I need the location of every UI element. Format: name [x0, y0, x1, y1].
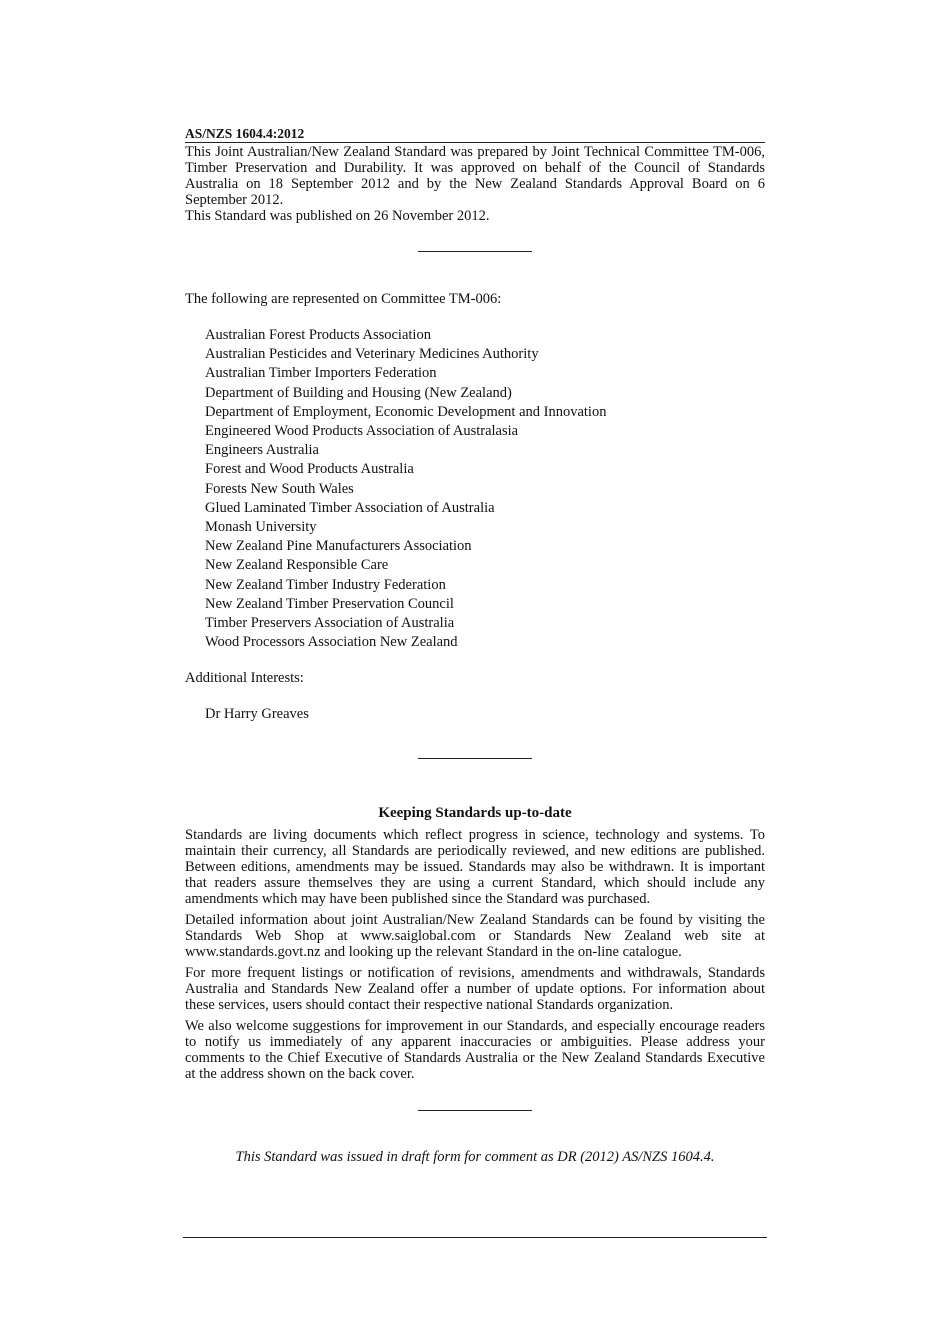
list-item: Timber Preservers Association of Australia [205, 615, 455, 632]
list-item: Australian Pesticides and Veterinary Medicines Authority [205, 346, 539, 363]
list-item: Glued Laminated Timber Association of Australia [205, 499, 495, 516]
list-item: Wood Processors Association New Zealand [205, 634, 458, 651]
section-divider [418, 1110, 532, 1111]
keeping-standards-title: Keeping Standards up-to-date [378, 805, 572, 822]
list-item: New Zealand Timber Preservation Council [205, 595, 454, 612]
list-item: Monash University [205, 519, 317, 536]
standard-number: AS/NZS 1604.4:2012 [185, 126, 765, 143]
approval-paragraph: This Joint Australian/New Zealand Standard was prepared by Joint Technical Committee TM-006, Timber Preservation and Durability. It was approved on behalf of the Council of Standards Australia on 18 September 2012 and by the New Zealand Standards Approval Board on 6 September 2012. [185, 144, 765, 208]
document-page [185, 126, 765, 1166]
body-paragraph: Detailed information about joint Australian/New Zealand Standards can be found by visiting the Standards Web Shop at www.saiglobal.com or Standards New Zealand web site at www.standards.govt.nz and looking up the relevant Standard in the on-line catalogue. [185, 912, 765, 961]
footer-rule [183, 1237, 767, 1238]
body-paragraph: For more frequent listings or notification of revisions, amendments and withdrawals, Standards Australia and Standards New Zealand offer a number of update options. For information about these services, users should contact their respective national Standards organization. [185, 965, 765, 1014]
section-divider [418, 758, 532, 759]
draft-note: This Standard was issued in draft form for comment as DR (2012) AS/NZS 1604.4. [235, 1149, 715, 1166]
list-item: Engineered Wood Products Association of Australasia [205, 423, 519, 440]
list-item: Department of Building and Housing (New Zealand) [205, 384, 512, 401]
list-item: New Zealand Pine Manufacturers Association [205, 538, 472, 555]
list-item: New Zealand Responsible Care [205, 557, 389, 574]
list-item: Forest and Wood Products Australia [205, 461, 414, 478]
additional-interests-list [205, 705, 765, 723]
body-paragraph: We also welcome suggestions for improvement in our Standards, and especially encourage readers to notify us immediately of any apparent inaccuracies or ambiguities. Please address your comments to the Chief Executive of Standards Australia or the New Zealand Standards Executive at the address shown on the back cover. [185, 1018, 765, 1083]
keeping-standards-body [185, 827, 765, 1082]
section-divider [418, 251, 532, 252]
approval-block [185, 144, 765, 224]
committee-organization-list [205, 326, 765, 652]
body-paragraph: Standards are living documents which reflect progress in science, technology and systems. To maintain their currency, all Standards are periodically reviewed, and new editions are published. Between editions, amendments may be issued. Standards may also be withdrawn. It is important that readers assure themselves they are using a current Standard, which should include any amendments which may have been published since the Standard was purchased. [185, 827, 765, 908]
list-item: Australian Forest Products Association [205, 327, 431, 343]
list-item: Australian Timber Importers Federation [205, 365, 437, 382]
list-item: Department of Employment, Economic Development and Innovation [205, 403, 607, 420]
list-item: New Zealand Timber Industry Federation [205, 576, 446, 593]
list-item: Forests New South Wales [205, 480, 354, 497]
committee-intro: The following are represented on Committee TM-006: [185, 291, 502, 307]
published-date: This Standard was published on 26 November 2012. [185, 208, 490, 224]
list-item: Dr Harry Greaves [205, 706, 309, 723]
additional-interests-label: Additional Interests: [185, 670, 304, 687]
list-item: Engineers Australia [205, 442, 319, 459]
